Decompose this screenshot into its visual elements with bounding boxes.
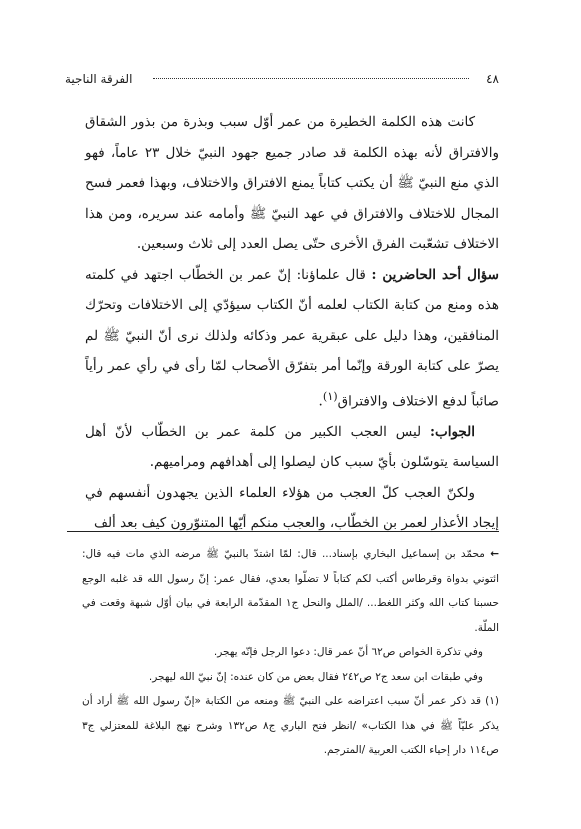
question-end: . [318, 393, 323, 409]
footnote-line-3: وفي طبقات ابن سعد ج٢ ص٢٤٢ فقال بعض من كان عنده: إنّ نبيّ الله ليهجر. [148, 670, 483, 683]
paragraph-1: كانت هذه الكلمة الخطيرة من عمر أوّل سبب وبذرة من بذور الشقاق والافتراق لأنه بهذه الكلمة قد صادر جميع جهود النبيّ خلال ٢٣ عاماً، فهو الذي منع النبيّ ﷺ أن يكتب كتاباً يمنع الافتراق والاختلاف، وبهذا فعمر فسح المجال للاختلاف والافتراق في عهد النبيّ ﷺ وأمامه عند سريره، ومن هذا الاختلاف تشعّبت الفرق الأخرى حتّى يصل العدد إلى ثلاث وسبعين. [85, 114, 499, 252]
footnote-1: (١) قد ذكر عمر أنّ سبب اعتراضه على النبيّ ﷺ ومنعه من الكتابة «إنّ رسول الله ﷺ أراد أن يذكر عليّاً ﷺ في هذا الكتاب» /انظر فتح الباري ج٨ ص١٣٢ وشرح نهج البلاغة للمعتزلي ج٣ ص١١٤ دار إحياء الكتب العربية /المترجم. [82, 695, 499, 756]
running-title: الفرقة الناجية [65, 72, 133, 86]
page-number: ٤٨ [486, 72, 499, 86]
main-text [85, 107, 499, 539]
header-dotted-leader [153, 78, 469, 79]
paragraph-4: ولكنّ العجب كلّ العجب من هؤلاء العلماء الذين يجهدون أنفسهم في إيجاد الأعذار لعمر بن الخطّاب، والعجب منكم أيّها المتنوّرون كيف بعد ألف [85, 484, 499, 531]
footnote-separator [67, 531, 499, 532]
footnote-line-2: وفي تذكرة الخواص ص٦٢ أنّ عمر قال: دعوا الرجل فإنّه يهجر. [213, 646, 483, 658]
footnote-ref-1: (١) [322, 389, 338, 403]
page-header [65, 70, 499, 88]
footnote-continuation [82, 542, 499, 640]
answer-paragraph [85, 417, 499, 478]
question-paragraph [85, 260, 499, 417]
question-text: قال علماؤنا: إنّ عمر بن الخطّاب اجتهد في كلمته هذه ومنع من كتابة الكتاب لعلمه أنّ الكتاب سيؤدّي إلى الاختلافات وتحرّك المنافقين، وهذا دليل على عبقرية عمر وذكائه ولذلك نرى أنّ النبيّ ﷺ لم يصرّ على كتابة الورقة وإنّما أمر بتفرّق الأصحاب لمّا رأى في رأي عمر رأياً صائباً لدفع الاختلاف والافتراق [85, 266, 499, 409]
answer-label: الجواب: [430, 423, 475, 440]
answer-text: ليس العجب الكبير من كلمة عمر بن الخطّاب لأنّ أهل السياسة يتوسّلون بأيّ سبب كان ليصلوا إلى أهدافهم ومراميهم. [85, 423, 499, 470]
footnotes [82, 542, 499, 763]
continuation-arrow-icon: ← [490, 548, 499, 560]
question-label: سؤال أحد الحاضرين : [371, 266, 499, 283]
footnote-continuation-text: محمّد بن إسماعيل البخاري بإسناد... قال: لمّا اشتدّ بالنبيّ ﷺ مرضه الذي مات فيه قال: ائتوني بدواة وقرطاس أكتب لكم كتاباً لا تضلّوا بعدي، فقال عمر: إنّ رسول الله قد غلبه الوجع حسبنا كتاب الله وكثر اللغط... /الملل والنحل ج١ المقدّمة الرابعة في بيان أوّل شبهة وقعت في الملّة. [82, 548, 499, 634]
